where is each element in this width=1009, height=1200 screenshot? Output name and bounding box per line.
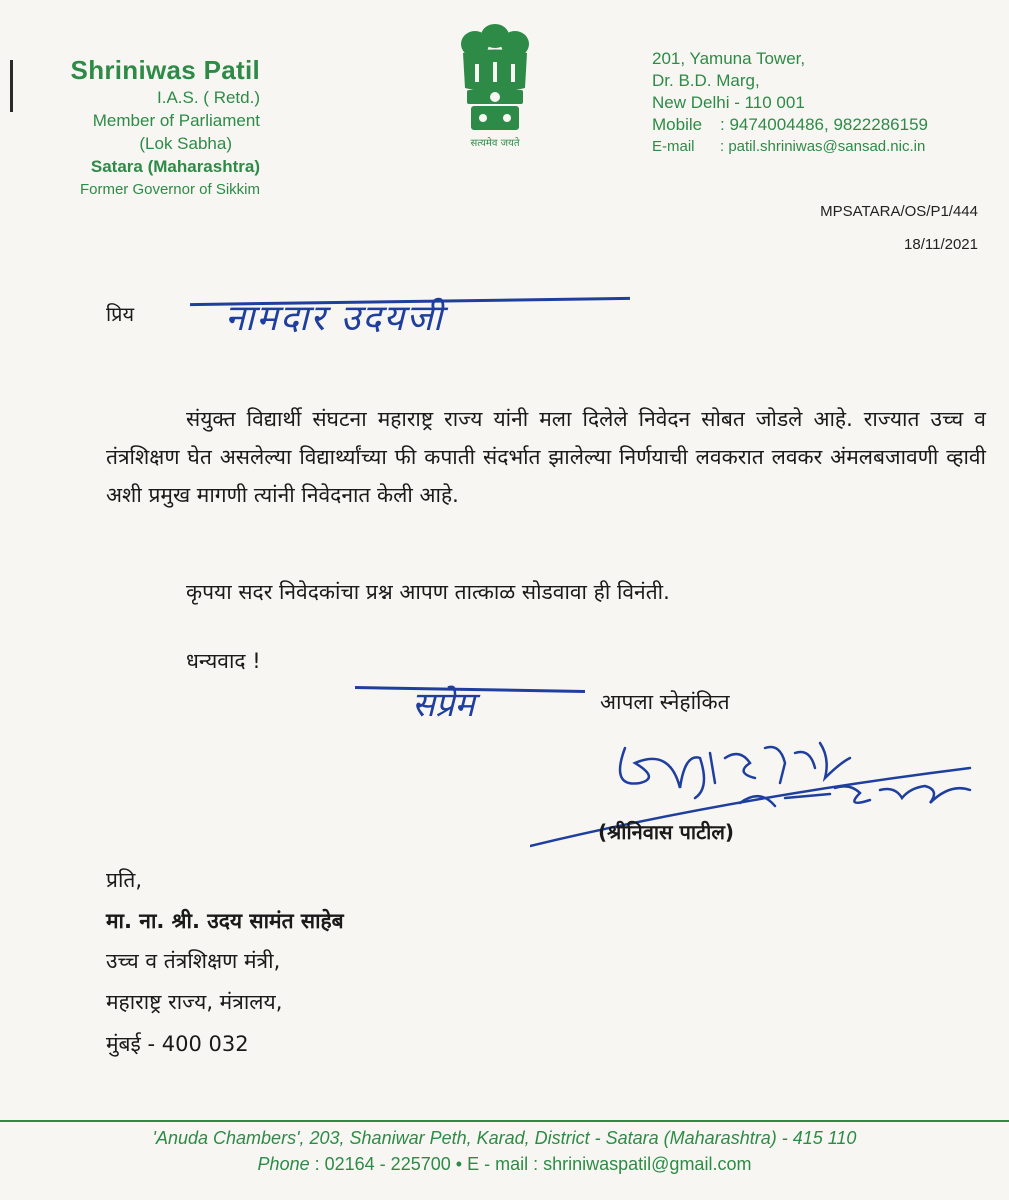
salutation: प्रिय [106,302,135,326]
body-paragraph-1 [106,400,986,514]
mobile-row [652,114,992,136]
email-row [652,136,992,158]
letterhead-former-post: Former Governor of Sikkim [79,181,260,198]
letterhead-address [652,48,992,158]
page-edge-mark [10,60,13,112]
footer-address: 'Anuda Chambers', 203, Shaniwar Peth, Karad, District - Satara (Maharashtra) - 415 110 [152,1128,857,1148]
letterhead-house: (Lok Sabha) [139,134,232,153]
recipient-name: मा. ना. श्री. उदय सामंत साहेब [106,909,344,933]
footer-bullet-icon: • [455,1154,468,1174]
recipient-line-1: उच्च व तंत्रशिक्षण मंत्री, [106,949,281,973]
email-value: : patil.shriniwas@sansad.nic.in [720,138,926,155]
address-line-1: 201, Yamuna Tower, [652,49,806,68]
salutation-handwritten: नामदार उदयजी [225,298,445,339]
footer-divider [0,1120,1009,1122]
footer-email-value: : shriniwaspatil@gmail.com [533,1154,752,1174]
reference-block [760,195,978,261]
recipient-line-2: महाराष्ट्र राज्य, मंत्रालय, [106,990,283,1014]
body-paragraph-1-text: संयुक्त विद्यार्थी संघटना महाराष्ट्र राज्य यांनी मला दिलेले निवेदन सोबत जोडले आहे. राज्यात उच्च व तंत्रशिक्षण घेत असलेल्या विद्यार्थ्यांच्या फी कपाती संदर्भात झालेल्या निर्णयाची लवकरात लवकर अंमलबजावणी व्हावी अशी प्रमुख मागणी त्यांनी निवेदनात केली आहे. [106,407,986,507]
mobile-label: Mobile [652,115,703,134]
reference-number: MPSATARA/OS/P1/444 [820,203,978,220]
footer-contact [0,1154,1009,1175]
body-paragraph-2: कृपया सदर निवेदकांचा प्रश्न आपण तात्काळ सोडवावा ही विनंती. [186,580,670,604]
letterhead-title: Member of Parliament [92,111,260,130]
emblem-motto: सत्यमेव जयते [470,138,520,149]
letterhead-name: Shriniwas Patil [70,55,260,85]
signer-name: (श्रीनिवास पाटील) [598,820,735,844]
letterhead-left [20,55,260,201]
letterhead-constituency: Satara (Maharashtra) [90,157,260,176]
letterhead-credentials: I.A.S. ( Retd.) [157,88,260,107]
recipient-prefix: प्रति, [106,868,143,892]
national-emblem-icon [445,18,545,153]
recipient-line-3: मुंबई - 400 032 [106,1032,249,1056]
mobile-value: : 9474004486, 9822286159 [720,115,928,134]
address-line-3: New Delhi - 110 001 [652,93,805,112]
footer-phone-label: Phone [257,1154,310,1174]
footer-email-label: E - mail [467,1154,529,1174]
closing-text: आपला स्नेहांकित [600,690,730,714]
address-line-2: Dr. B.D. Marg, [652,71,760,90]
email-label: E-mail [652,138,695,155]
thanks-line: धन्यवाद ! [186,649,261,673]
letter-date: 18/11/2021 [904,236,978,253]
footer-phone-value: : 02164 - 225700 [314,1154,451,1174]
closing-handwritten: सप्रेम [412,685,475,725]
